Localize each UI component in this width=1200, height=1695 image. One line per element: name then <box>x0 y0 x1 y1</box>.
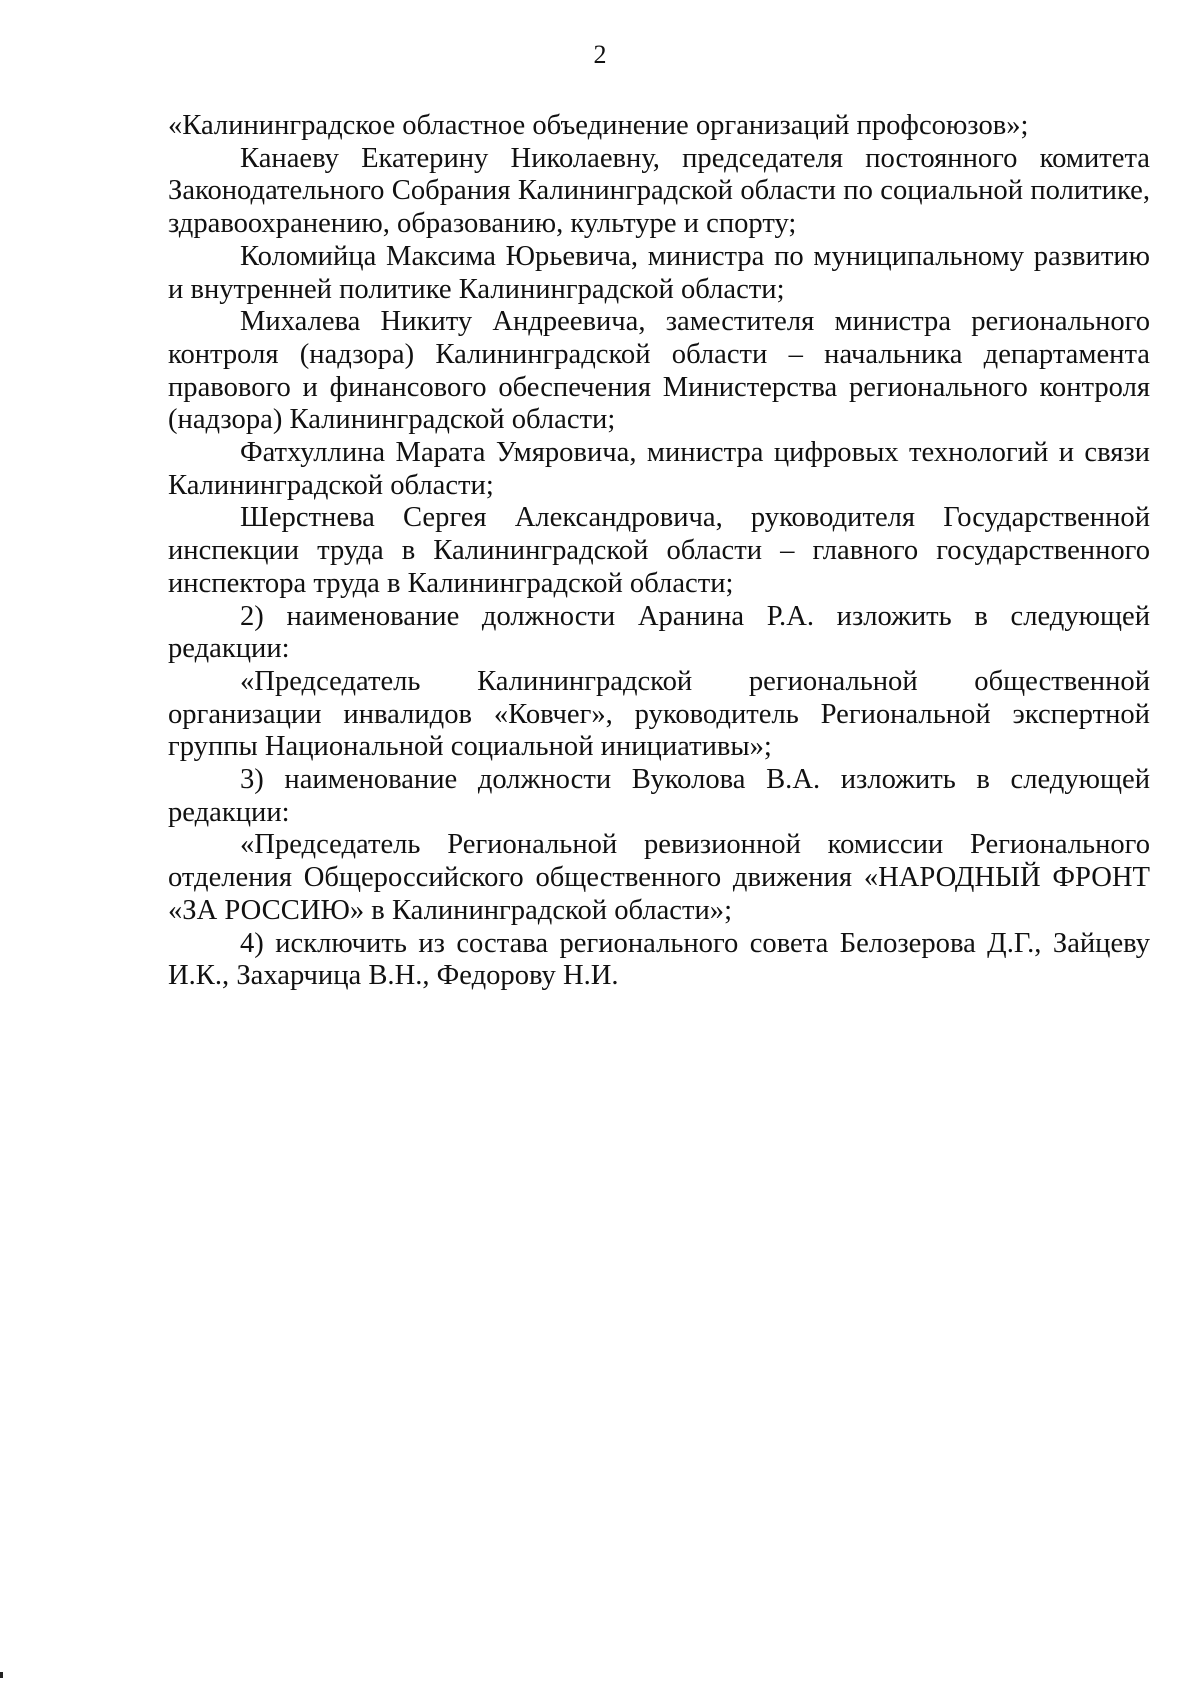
paragraph-6: Шерстнева Сергея Александровича, руководителя Государственной инспекции труда в Калининградской области – главного государственного инспектора труда в Калининградской области; <box>168 502 1150 599</box>
paragraph-8: «Председатель Калининградской региональной общественной организации инвалидов «Ковчег», руководитель Региональной экспертной группы Национальной социальной инициативы»; <box>168 665 1150 763</box>
paragraph-5: Фатхуллина Марата Умяровича, министра цифровых технологий и связи Калининградской области; <box>168 437 1150 501</box>
paragraph-7: 2) наименование должности Аранина Р.А. изложить в следующей редакции: <box>168 600 1150 665</box>
paragraph-4: Михалева Никиту Андреевича, заместителя министра регионального контроля (надзора) Калининградской области – начальника департамента правового и финансового обеспечения Министерства регионального контроля (надзора) Калининградской области; <box>168 306 1150 436</box>
paragraph-1: «Калининградское областное объединение организаций профсоюзов»; <box>168 110 1029 141</box>
paragraph-3: Коломийца Максима Юрьевича, министра по муниципальному развитию и внутренней политике Калининградской области; <box>168 240 1150 305</box>
scan-edge-mark <box>0 1672 3 1678</box>
paragraph-10: «Председатель Региональной ревизионной комиссии Регионального отделения Общероссийского общественного движения «НАРОДНЫЙ ФРОНТ «ЗА РОССИЮ» в Калининградской области»; <box>168 829 1150 926</box>
page-number: 2 <box>593 40 607 69</box>
paragraph-11: 4) исключить из состава регионального совета Белозерова Д.Г., Зайцеву И.К., Захарчица В.Н., Федорову Н.И. <box>168 927 1150 992</box>
document-body <box>168 110 1150 993</box>
paragraph-2: Канаеву Екатерину Николаевну, председателя постоянного комитета Законодательного Собрания Калининградской области по социальной политике, здравоохранению, образованию, культуре и спорту; <box>168 142 1150 240</box>
paragraph-9: 3) наименование должности Вуколова В.А. изложить в следующей редакции: <box>168 764 1150 828</box>
